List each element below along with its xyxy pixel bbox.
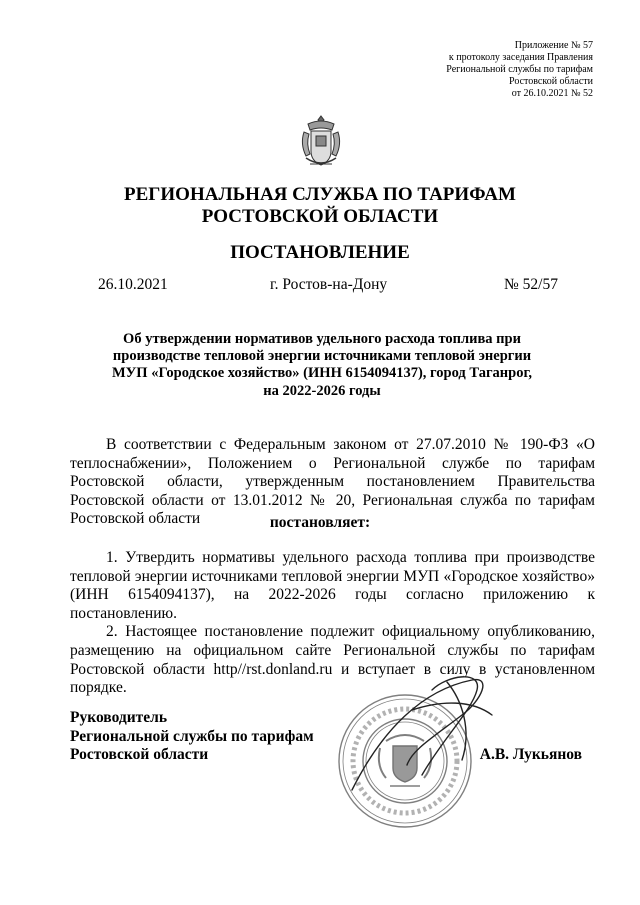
- document-date: 26.10.2021: [98, 276, 168, 293]
- signatory-title-line: Руководитель: [70, 709, 168, 726]
- signatory-title: [70, 709, 314, 765]
- resolution-item-1: 1. Утвердить нормативы удельного расхода топлива при производстве тепловой энергии источниками тепловой энергии МУП «Городское хозяйство» (ИНН 6154094137), на 2022-2026 годы согласно приложению к постановлению.: [70, 549, 595, 622]
- organization-title-line1: РЕГИОНАЛЬНАЯ СЛУЖБА ПО ТАРИФАМ: [124, 184, 516, 205]
- signatory-title-line: Ростовской области: [70, 746, 209, 764]
- organization-title-line2: РОСТОВСКОЙ ОБЛАСТИ: [201, 206, 439, 227]
- annex-line: Приложение № 57: [514, 40, 593, 51]
- document-type: ПОСТАНОВЛЕНИЕ: [230, 242, 410, 263]
- annex-line: Ростовской области: [509, 76, 593, 87]
- annex-line: к протоколу заседания Правления: [448, 52, 593, 63]
- annex-line: Региональной службы по тарифам: [446, 64, 593, 75]
- subject-line: на 2022-2026 годы: [263, 382, 381, 399]
- subject-line: Об утверждении нормативов удельного расхода топлива при: [123, 331, 521, 347]
- preamble-paragraph: В соответствии с Федеральным законом от 27.07.2010 № 190-ФЗ «О теплоснабжении», Положением о Региональной службе по тарифам Ростовской области, утвержденным постановлением Правительства Ростовской области от 13.01.2012 № 20, Региональная служба по тарифам Ростовской области: [70, 436, 595, 528]
- annex-line: от 26.10.2021 № 52: [511, 88, 593, 99]
- resolves-heading: постановляет:: [269, 514, 371, 531]
- handwritten-signature-icon: [322, 670, 522, 820]
- subject-line: производстве тепловой энергии источниками тепловой энергии: [112, 348, 532, 365]
- annex-note: [333, 40, 593, 100]
- signatory-title-line: Региональной службы по тарифам: [70, 727, 314, 745]
- subject-line: МУП «Городское хозяйство» (ИНН 6154094137), город Таганрог,: [111, 365, 533, 382]
- coat-of-arms-icon: [296, 114, 346, 172]
- organization-title: [0, 184, 640, 228]
- resolution-item-2: 2. Настоящее постановление подлежит официальному опубликованию, размещению на официальном сайте Региональной службы по тарифам Ростовской области http//rst.donland.ru и вступает в силу в установленном порядке.: [70, 623, 595, 697]
- signer-name: А.В. Лукьянов: [479, 746, 582, 763]
- document-city: г. Ростов-на-Дону: [270, 276, 388, 293]
- document-subject: [100, 331, 544, 400]
- document-number: № 52/57: [504, 276, 558, 293]
